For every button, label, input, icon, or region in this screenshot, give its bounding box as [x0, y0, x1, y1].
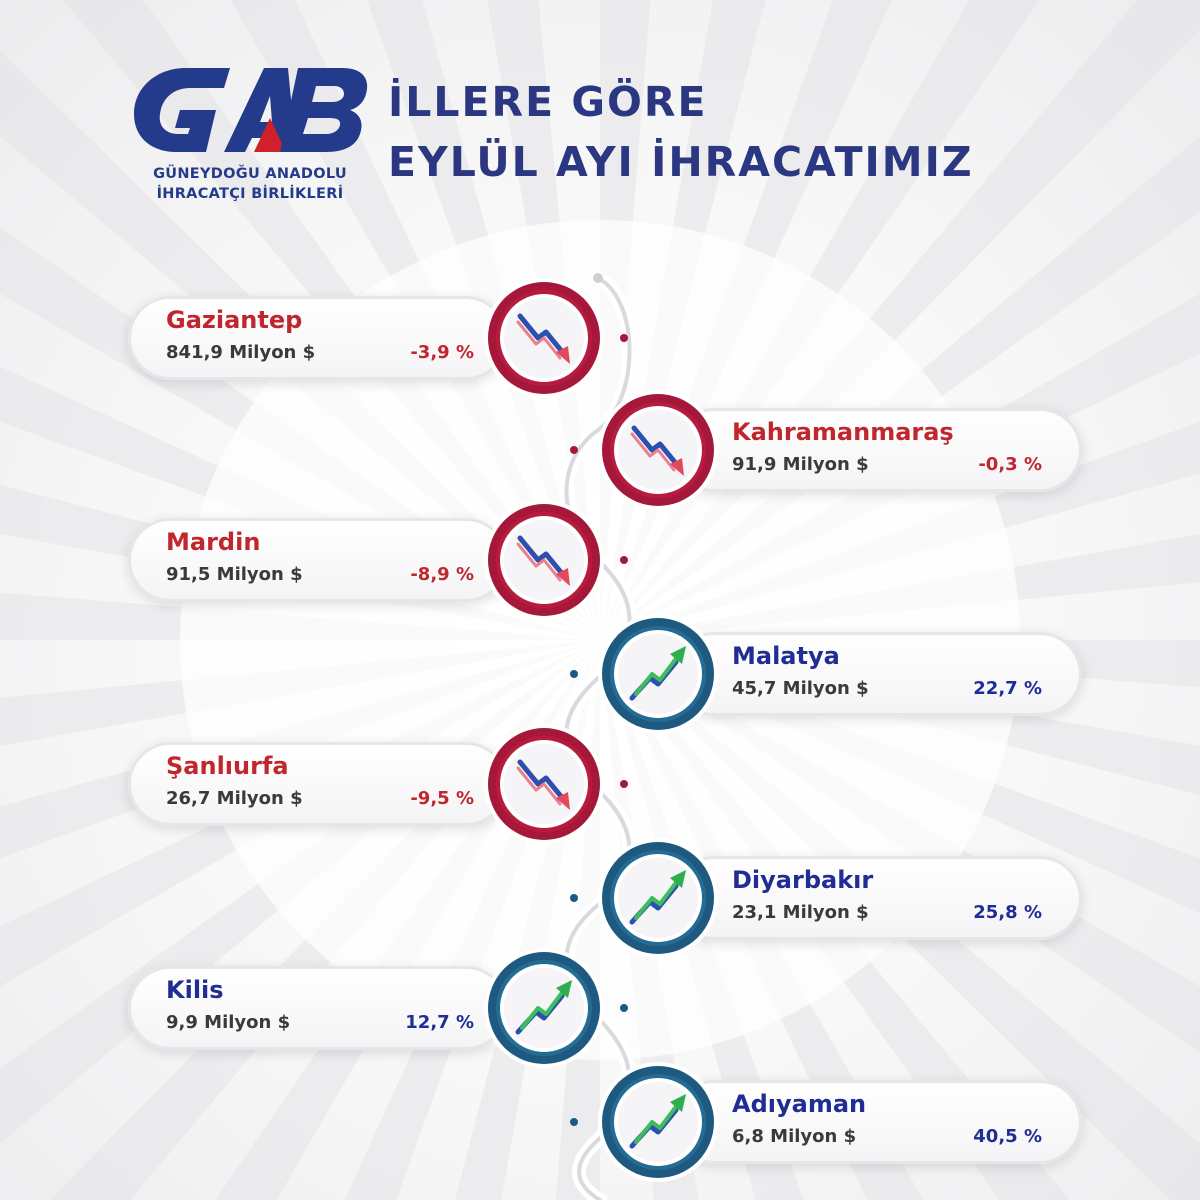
- export-amount: 45,7 Milyon $: [732, 678, 869, 699]
- trend-down-icon: [482, 722, 606, 846]
- trend-down-icon: [482, 498, 606, 622]
- page-title-line2: EYLÜL AYI İHRACATIMIZ: [388, 138, 974, 186]
- trend-down-icon: [482, 276, 606, 400]
- gaib-logo-mark: [128, 62, 372, 154]
- trend-up-icon: [482, 946, 606, 1070]
- trend-up-icon: [596, 612, 720, 736]
- export-amount: 23,1 Milyon $: [732, 902, 869, 923]
- export-amount: 841,9 Milyon $: [166, 342, 316, 363]
- province-name: Şanlıurfa: [166, 752, 289, 780]
- timeline-dot: [620, 334, 628, 342]
- export-amount: 9,9 Milyon $: [166, 1012, 291, 1033]
- province-card: [128, 966, 508, 1050]
- gaib-logo: [128, 62, 372, 202]
- province-card: [672, 408, 1082, 492]
- province-name: Diyarbakır: [732, 866, 874, 894]
- province-card: [128, 742, 508, 826]
- logo-subtitle-line2: İHRACATÇI BİRLİKLERİ: [156, 186, 344, 202]
- province-card: [128, 518, 508, 602]
- change-percent: -3,9 %: [410, 342, 474, 363]
- change-percent: -9,5 %: [410, 788, 474, 809]
- change-percent: 25,8 %: [973, 902, 1042, 923]
- timeline-dot: [620, 780, 628, 788]
- export-amount: 91,5 Milyon $: [166, 564, 303, 585]
- timeline-dot: [570, 670, 578, 678]
- province-name: Kahramanmaraş: [732, 418, 954, 446]
- export-amount: 6,8 Milyon $: [732, 1126, 857, 1147]
- trend-up-icon: [596, 1060, 720, 1184]
- timeline-dot: [620, 1004, 628, 1012]
- page-title-line1: İLLERE GÖRE: [388, 78, 708, 126]
- province-name: Malatya: [732, 642, 840, 670]
- province-name: Gaziantep: [166, 306, 303, 334]
- timeline-dot: [570, 1118, 578, 1126]
- timeline-dot: [570, 894, 578, 902]
- province-name: Mardin: [166, 528, 261, 556]
- province-card: [672, 856, 1082, 940]
- change-percent: 40,5 %: [973, 1126, 1042, 1147]
- province-card: [672, 1080, 1082, 1164]
- export-amount: 26,7 Milyon $: [166, 788, 303, 809]
- logo-subtitle-line1: GÜNEYDOĞU ANADOLU: [153, 166, 347, 182]
- change-percent: -8,9 %: [410, 564, 474, 585]
- province-card: [672, 632, 1082, 716]
- change-percent: -0,3 %: [978, 454, 1042, 475]
- export-amount: 91,9 Milyon $: [732, 454, 869, 475]
- timeline-dot: [570, 446, 578, 454]
- province-name: Adıyaman: [732, 1090, 867, 1118]
- trend-down-icon: [596, 388, 720, 512]
- province-card: [128, 296, 508, 380]
- trend-up-icon: [596, 836, 720, 960]
- province-name: Kilis: [166, 976, 224, 1004]
- change-percent: 22,7 %: [973, 678, 1042, 699]
- change-percent: 12,7 %: [405, 1012, 474, 1033]
- timeline-dot: [620, 556, 628, 564]
